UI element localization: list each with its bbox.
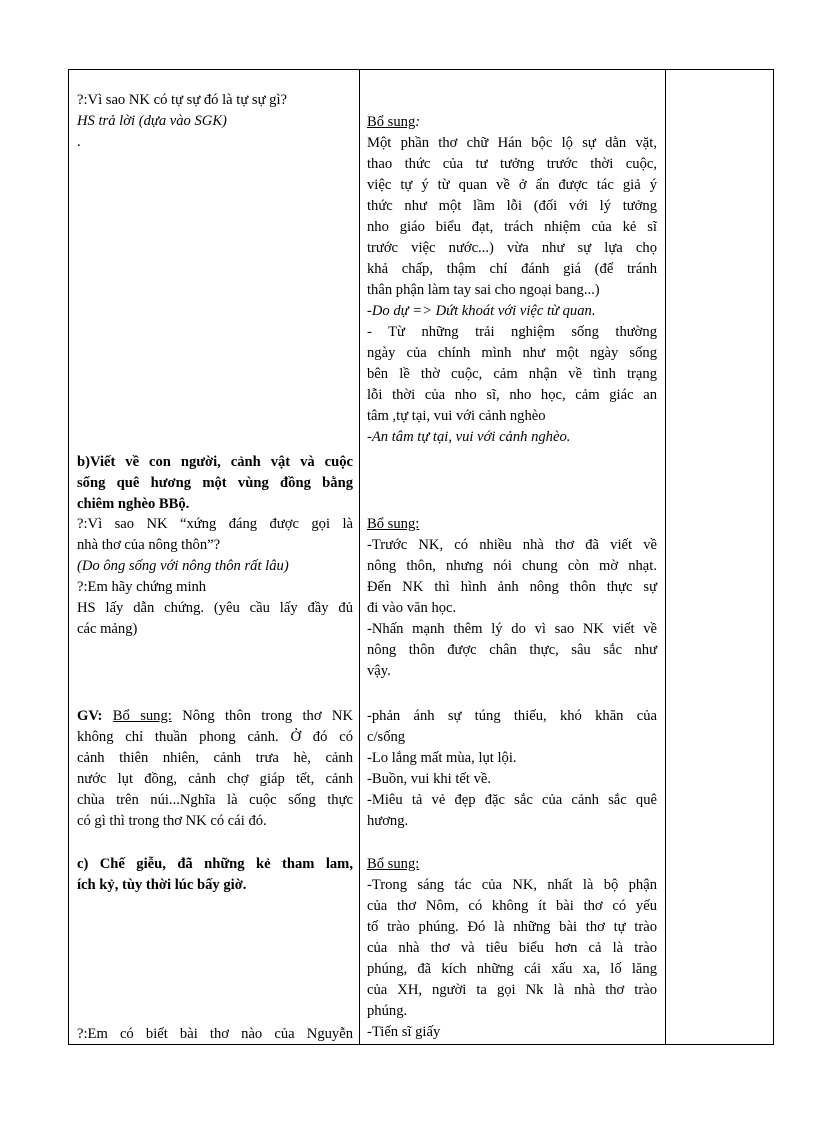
teacher-supplement-block: GV: Bổ sung: Nông thôn trong thơ NK không chỉ thuần phong cảnh. Ở đó có cảnh thiên nhiên, cảnh trưa hè, cảnh nước lụt đồng, cảnh chợ giáp tết, cảnh chùa trên núi...Nghĩa là cuộc sống thực có gì thì trong thơ NK có cái đó. [77, 708, 353, 829]
question-2-hint: (Do ông sống với nông thôn rất lâu) [77, 558, 289, 574]
question-2-block: ?:Vì sao NK “xứng đáng được gọi là nhà thơ của nông thôn”? (Do ông sống với nông thôn rất lâu) ?:Em hãy chứng minh HS lấy dẫn chứng. (yêu cầu lấy đầy đủ các mảng) [77, 516, 353, 637]
question-4-block [77, 1024, 353, 1045]
section-c-heading: c) Chế giễu, đã những kẻ tham lam, ích kỷ, tùy thời lúc bấy giờ. [77, 856, 353, 893]
supplement-3-block: Bổ sung: -Trong sáng tác của NK, nhất là bộ phận của thơ Nôm, có không ít bài thơ có yếu tố trào phúng. Đó là những bài thơ tự trào của nhà thơ và tiêu biểu hơn cả là trào phúng, đã kích những cái xấu xa, lố lăng của XH, người ta gọi Nk là nhà thơ trào phúng. -Tiến sĩ giấy [367, 854, 657, 1043]
question-1-dot: . [77, 134, 81, 150]
bosung-3-label: Bổ sung: [367, 856, 420, 872]
question-1-block [77, 90, 353, 153]
rural-life-list: -phản ánh sự túng thiếu, khó khăn của c/sống -Lo lắng mất mùa, lụt lội. -Buồn, vui khi tết về. -Miêu tả vẻ đẹp đặc sắc của cảnh sắc quê hương. [367, 708, 657, 829]
lesson-table [68, 69, 774, 1045]
conclusion-2: -An tâm tự tại, vui với cảnh nghèo. [367, 429, 571, 445]
question-1-hint: HS trả lời (dựa vào SGK) [77, 113, 227, 129]
bosung-2-label: Bổ sung: [367, 516, 420, 532]
section-b-heading: b)Viết về con người, cảnh vật và cuộc sống quê hương một vùng đồng bằng chiêm nghèo BBộ. [77, 454, 353, 512]
example-poem: -Tiến sĩ giấy [367, 1024, 441, 1040]
supplement-1-block: Bổ sung: Một phần thơ chữ Hán bộc lộ sự dằn vặt, thao thức của tư tưởng trước thời cuộc, việc tự ý từ quan về ở ẩn được tác giả ý thức như một lầm lỗi (đối với lý tưởng nho giáo biểu đạt, trách nhiệm của kẻ sĩ trước việc nước...) vừa như sự lựa chọ khả chấp, thậm chí đánh giá (để tránh thân phận làm tay sai cho ngoại bang...) -Do dự => Dứt khoát với việc từ quan. - Từ những trải nghiệm sống thường ngày của chính mình như một ngày sống bên lề thờ cuộc, cảm nhận về tình trạng lỗi thời của nho sĩ, nho học, cảm giác an tâm ,tự tại, vui với cảnh nghèo -An tâm tự tại, vui với cảnh nghèo. [367, 112, 657, 448]
question-4: ?:Em có biết bài thơ nào của Nguyễn [77, 1026, 353, 1042]
gv-bosung-label: Bổ sung: [112, 708, 172, 724]
conclusion-1: -Do dự => Dứt khoát với việc từ quan. [367, 303, 596, 319]
supplement-2-block: Bổ sung: -Trước NK, có nhiều nhà thơ đã viết về nông thôn, nhưng nói chung còn mờ nhạt. Đến NK thì hình ảnh nông thôn thực sự đi vào văn học. -Nhấn mạnh thêm lý do vì sao NK viết về nông thôn được chân thực, sâu sắc như vậy. [367, 516, 657, 679]
question-3: ?:Em hãy chứng minh [77, 579, 207, 595]
activities-column [77, 70, 353, 1044]
gv-label: GV: [77, 708, 103, 724]
question-1: ?:Vì sao NK có tự sự đó là tự sự gì? [77, 92, 287, 108]
bosung-1-label: Bổ sung [367, 114, 416, 130]
content-column [367, 70, 657, 1044]
notes-column [666, 70, 774, 1044]
column-divider-1 [359, 70, 360, 1044]
